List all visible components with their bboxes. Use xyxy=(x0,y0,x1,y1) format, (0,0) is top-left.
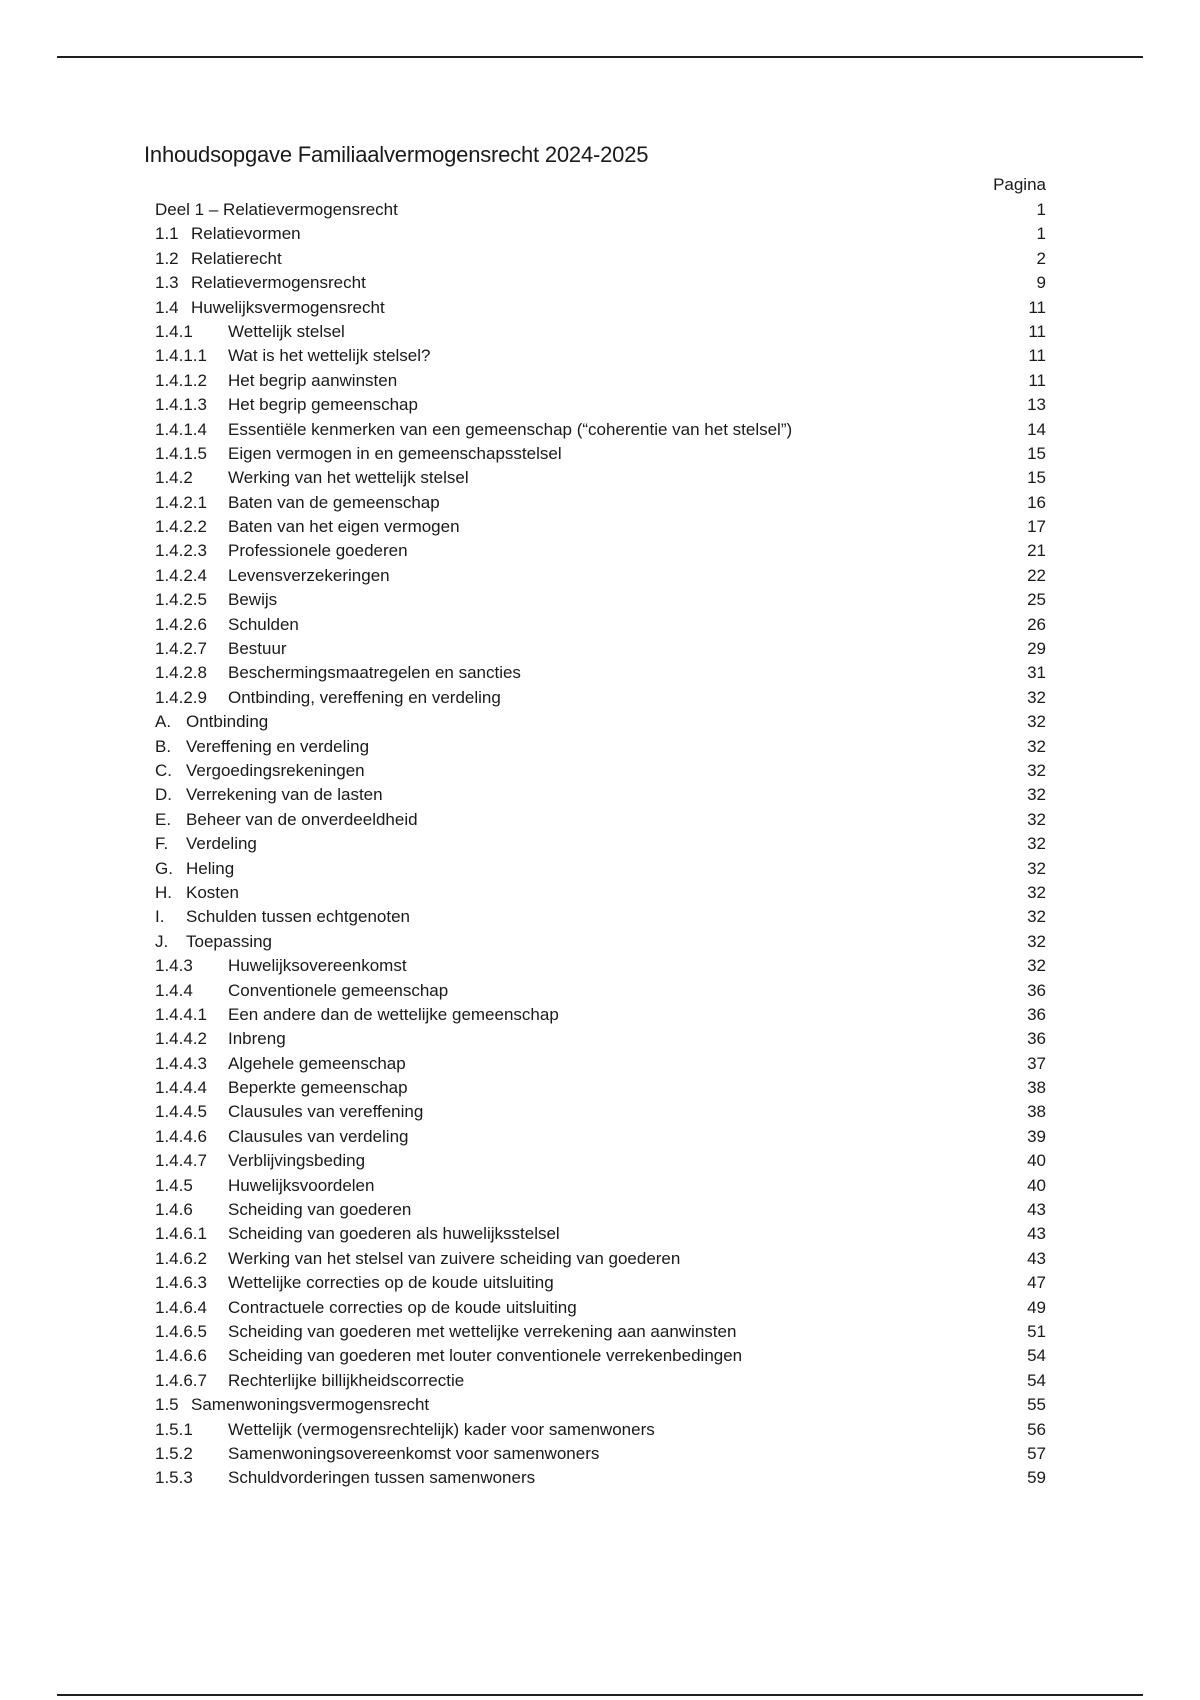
toc-entry xyxy=(155,1442,1046,1466)
toc-entry-number: 1.4.2.2 xyxy=(155,517,207,537)
toc-entry-title: Inbreng xyxy=(228,1029,286,1049)
toc-entry-title: Bestuur xyxy=(228,639,287,659)
toc-entry-title: Wat is het wettelijk stelsel? xyxy=(228,346,431,366)
toc-entry-title: Heling xyxy=(186,858,235,878)
toc-entry-page: 32 xyxy=(1027,785,1046,805)
toc-entry-title: Verblijvingsbeding xyxy=(228,1151,366,1171)
toc-entry-number: 1.4.3 xyxy=(155,956,193,976)
toc-entry-number: 1.4.6.4 xyxy=(155,1297,207,1317)
toc-entry-number: 1.4.6.3 xyxy=(155,1273,207,1293)
toc-entry-page: 47 xyxy=(1027,1273,1046,1293)
toc-entry xyxy=(155,1296,1046,1320)
toc-entry-page: 31 xyxy=(1027,663,1046,683)
toc-entry-title: Wettelijk stelsel xyxy=(228,321,345,341)
toc-entry-number: 1.4.2.7 xyxy=(155,639,207,659)
toc-entry-page: 32 xyxy=(1027,760,1046,780)
toc-entry xyxy=(155,247,1046,271)
toc-entry-page: 36 xyxy=(1027,1004,1046,1024)
header-rule xyxy=(57,56,1143,58)
toc-entry-page: 32 xyxy=(1027,736,1046,756)
toc-entry-page: 51 xyxy=(1027,1321,1046,1341)
toc-entry-number: G. xyxy=(155,858,173,878)
toc-entry xyxy=(155,369,1046,393)
toc-entry-page: 25 xyxy=(1027,590,1046,610)
toc-entry xyxy=(155,1466,1046,1490)
toc-entry-number: J. xyxy=(155,931,169,951)
toc-entry xyxy=(155,1247,1046,1271)
toc-entry xyxy=(155,1369,1046,1393)
toc-entry xyxy=(155,832,1046,856)
toc-entry xyxy=(155,686,1046,710)
toc-entry-page: 32 xyxy=(1027,931,1046,951)
toc-entry-number: I. xyxy=(155,907,165,927)
toc-entry-title: Clausules van vereffening xyxy=(228,1102,424,1122)
toc-entry-number: 1.4.6.6 xyxy=(155,1346,207,1366)
toc-entry-page: 32 xyxy=(1027,907,1046,927)
toc-entry-number: 1.4.4.5 xyxy=(155,1102,207,1122)
toc-entry-page: 54 xyxy=(1027,1370,1046,1390)
toc-entry-page: 9 xyxy=(1036,273,1046,293)
toc-entry-title: Schulden tussen echtgenoten xyxy=(186,907,411,927)
toc-entry-number: 1.2 xyxy=(155,248,179,268)
toc-entry xyxy=(155,1271,1046,1295)
toc-entry-page: 15 xyxy=(1027,443,1046,463)
toc-entry-title: Het begrip gemeenschap xyxy=(228,395,418,415)
toc-entry-page: 11 xyxy=(1028,370,1046,390)
toc-entry-number: 1.4.1.1 xyxy=(155,346,207,366)
toc-entry-page: 1 xyxy=(1036,224,1046,244)
toc-entry-page: 16 xyxy=(1027,492,1046,512)
toc-entry-page: 32 xyxy=(1027,712,1046,732)
page-title: Inhoudsopgave Familiaalvermogensrecht 2024-2025 xyxy=(144,142,649,167)
toc-entry-page: 43 xyxy=(1027,1248,1046,1268)
toc-entry-page: 43 xyxy=(1027,1224,1046,1244)
toc-entry xyxy=(155,271,1046,295)
toc-entry-page: 17 xyxy=(1027,517,1046,537)
toc-entry-title: Toepassing xyxy=(186,931,273,951)
toc-entry xyxy=(155,637,1046,661)
toc-entry-title: Wettelijk (vermogensrechtelijk) kader voor samenwoners xyxy=(228,1419,655,1439)
toc-entry-number: 1.4.4.1 xyxy=(155,1004,207,1024)
toc-entry-title: Wettelijke correcties op de koude uitsluiting xyxy=(228,1273,554,1293)
toc-entry-number: 1.4.2.3 xyxy=(155,541,207,561)
toc-entry-number: B. xyxy=(155,736,172,756)
toc-entry-number: 1.4.6.1 xyxy=(155,1224,207,1244)
toc-entry-page: 32 xyxy=(1027,882,1046,902)
toc-entry xyxy=(155,1027,1046,1051)
toc-entry xyxy=(155,320,1046,344)
toc-entry-title: Relatievormen xyxy=(191,224,301,244)
toc-entry-page: 32 xyxy=(1027,809,1046,829)
toc-entry-number: 1.4.6.5 xyxy=(155,1321,207,1341)
toc-entry-title: Verdeling xyxy=(186,834,257,854)
toc-entry-page: 36 xyxy=(1027,980,1046,1000)
toc-entry-page: 32 xyxy=(1027,687,1046,707)
toc-entry-title: Rechterlijke billijkheidscorrectie xyxy=(228,1370,465,1390)
toc-entry xyxy=(155,296,1046,320)
toc-entry xyxy=(155,735,1046,759)
toc-entry-title: Baten van het eigen vermogen xyxy=(228,517,460,537)
toc-entry-number: 1.5 xyxy=(155,1395,179,1415)
toc-entry xyxy=(155,857,1046,881)
toc-entry-page: 59 xyxy=(1027,1468,1046,1488)
toc-entry-number: 1.4.1 xyxy=(155,321,193,341)
toc-entry-title: Het begrip aanwinsten xyxy=(228,370,398,390)
toc-entry xyxy=(155,661,1046,685)
toc-entry-number: 1.4.2.5 xyxy=(155,590,207,610)
toc-entry-page: 55 xyxy=(1027,1395,1046,1415)
toc-entry-title: Een andere dan de wettelijke gemeenschap xyxy=(228,1004,559,1024)
toc-entry xyxy=(155,905,1046,929)
toc-entry-number: 1.4.2.4 xyxy=(155,565,207,585)
toc-entry-title: Baten van de gemeenschap xyxy=(228,492,440,512)
toc-entry xyxy=(155,466,1046,490)
toc-entry-title: Scheiding van goederen xyxy=(228,1200,412,1220)
toc-entry-number: 1.4.2.8 xyxy=(155,663,207,683)
toc-entry-page: 22 xyxy=(1027,565,1046,585)
toc-entry-number: 1.1 xyxy=(155,224,179,244)
toc-entry-page: 29 xyxy=(1027,639,1046,659)
toc-entry xyxy=(155,515,1046,539)
toc-entry xyxy=(155,1418,1046,1442)
footer-rule xyxy=(57,1694,1143,1696)
toc-entry xyxy=(155,442,1046,466)
toc-entry-title: Vergoedingsrekeningen xyxy=(186,760,365,780)
toc-entry-number: 1.4.6 xyxy=(155,1200,193,1220)
toc-entry-title: Schuldvorderingen tussen samenwoners xyxy=(228,1468,536,1488)
toc-entry-page: 56 xyxy=(1027,1419,1046,1439)
toc-entry-number: 1.5.1 xyxy=(155,1419,193,1439)
toc-entry-title: Werking van het stelsel van zuivere scheiding van goederen xyxy=(228,1248,681,1268)
toc-entry-title: Scheiding van goederen als huwelijksstelsel xyxy=(228,1224,560,1244)
toc-entry-title: Eigen vermogen in en gemeenschapsstelsel xyxy=(228,443,562,463)
toc-entry-number: C. xyxy=(155,760,172,780)
toc-entry xyxy=(155,198,1046,222)
toc-entry-number: 1.3 xyxy=(155,273,179,293)
toc-entry-page: 43 xyxy=(1027,1200,1046,1220)
toc-entry xyxy=(155,759,1046,783)
toc-entry xyxy=(155,418,1046,442)
toc-entry-number: 1.4.4.3 xyxy=(155,1053,207,1073)
toc-entry-title: Conventionele gemeenschap xyxy=(228,980,449,1000)
toc-entry-page: 49 xyxy=(1027,1297,1046,1317)
toc-entry-title: Scheiding van goederen met wettelijke verrekening aan aanwinsten xyxy=(228,1321,737,1341)
toc-entry-title: Professionele goederen xyxy=(228,541,408,561)
toc-entry-page: 11 xyxy=(1028,346,1046,366)
toc-entry-page: 32 xyxy=(1027,956,1046,976)
toc-entry-number: 1.4.5 xyxy=(155,1175,193,1195)
toc-entry-number: 1.4.6.2 xyxy=(155,1248,207,1268)
toc-entry-number: D. xyxy=(155,785,172,805)
toc-entry xyxy=(155,1076,1046,1100)
toc-entry-number: 1.4 xyxy=(155,297,179,317)
toc-entry xyxy=(155,1003,1046,1027)
toc-entry xyxy=(155,588,1046,612)
toc-entry-page: 40 xyxy=(1027,1151,1046,1171)
toc-entry-number: 1.4.4.4 xyxy=(155,1078,207,1098)
toc-entry-page: 57 xyxy=(1027,1443,1046,1463)
toc-entry-number: 1.4.4 xyxy=(155,980,193,1000)
toc-entry xyxy=(155,1149,1046,1173)
toc-entry-page: 38 xyxy=(1027,1078,1046,1098)
toc-entry xyxy=(155,1174,1046,1198)
toc-entry-number: 1.4.2.1 xyxy=(155,492,207,512)
toc-entry-number: 1.4.4.7 xyxy=(155,1151,207,1171)
toc-entry-page: 15 xyxy=(1027,468,1046,488)
toc-entry-title: Schulden xyxy=(228,614,299,634)
toc-entry-page: 14 xyxy=(1027,419,1046,439)
toc-entry-number: 1.4.1.5 xyxy=(155,443,207,463)
toc-entry-title: Clausules van verdeling xyxy=(228,1126,409,1146)
toc-entry xyxy=(155,808,1046,832)
toc-entry xyxy=(155,1320,1046,1344)
toc-entry xyxy=(155,1222,1046,1246)
toc-entry xyxy=(155,613,1046,637)
toc-entry xyxy=(155,1198,1046,1222)
toc-entry-number: 1.4.2.9 xyxy=(155,687,207,707)
toc-entry-number: 1.4.4.2 xyxy=(155,1029,207,1049)
toc-entry-title: Beschermingsmaatregelen en sancties xyxy=(228,663,521,683)
toc-entry-title: Werking van het wettelijk stelsel xyxy=(228,468,469,488)
toc-entry-title: Relatievermogensrecht xyxy=(191,273,366,293)
toc-entry-page: 21 xyxy=(1027,541,1046,561)
toc-entry-number: 1.4.2.6 xyxy=(155,614,207,634)
toc-entry xyxy=(155,954,1046,978)
toc-entry-title: Contractuele correcties op de koude uitsluiting xyxy=(228,1297,577,1317)
toc-entry-number: 1.4.1.3 xyxy=(155,395,207,415)
toc-entry xyxy=(155,1100,1046,1124)
toc-entry-title: Samenwoningsovereenkomst voor samenwoners xyxy=(228,1443,600,1463)
toc-entry-page: 37 xyxy=(1027,1053,1046,1073)
toc-entry-number: 1.4.4.6 xyxy=(155,1126,207,1146)
toc-entry-number: 1.4.1.4 xyxy=(155,419,207,439)
toc-entry xyxy=(155,344,1046,368)
toc-entry-title: Relatierecht xyxy=(191,248,282,268)
toc-entry-page: 13 xyxy=(1027,395,1046,415)
toc-entry-page: 11 xyxy=(1028,297,1046,317)
toc-entry-number: 1.4.1.2 xyxy=(155,370,207,390)
toc-entry xyxy=(155,1344,1046,1368)
toc-entry-page: 11 xyxy=(1028,321,1046,341)
toc-entry-number: H. xyxy=(155,882,172,902)
toc-entry-page: 26 xyxy=(1027,614,1046,634)
toc-entry-page: 32 xyxy=(1027,834,1046,854)
toc-entry-title: Bewijs xyxy=(228,590,278,610)
toc-entry-title: Beheer van de onverdeeldheid xyxy=(186,809,418,829)
toc-entry-number: 1.5.2 xyxy=(155,1443,193,1463)
toc-entry-title: Verrekening van de lasten xyxy=(186,785,383,805)
toc-entry-number: 1.5.3 xyxy=(155,1468,193,1488)
toc-entry xyxy=(155,710,1046,734)
toc-entry-title: Essentiële kenmerken van een gemeenschap (“coherentie van het stelsel”) xyxy=(228,419,793,439)
toc-entry-number: F. xyxy=(155,834,169,854)
toc-entry xyxy=(155,1393,1046,1417)
toc-entry-number: E. xyxy=(155,809,172,829)
toc-entry-title: Ontbinding xyxy=(186,712,269,732)
toc-entry-page: 32 xyxy=(1027,858,1046,878)
toc-entry-title: Algehele gemeenschap xyxy=(228,1053,406,1073)
toc-entry xyxy=(155,930,1046,954)
toc-entry-number: A. xyxy=(155,712,172,732)
toc-entry xyxy=(155,1052,1046,1076)
toc-entry-page: 40 xyxy=(1027,1175,1046,1195)
toc-entry-number: 1.4.6.7 xyxy=(155,1370,207,1390)
toc-entry-title: Beperkte gemeenschap xyxy=(228,1078,408,1098)
toc-entry xyxy=(155,1125,1046,1149)
toc-entry xyxy=(155,491,1046,515)
toc-entry-title: Huwelijksovereenkomst xyxy=(228,956,407,976)
toc-entry-page: 54 xyxy=(1027,1346,1046,1366)
toc-entry xyxy=(155,564,1046,588)
toc-entry xyxy=(155,783,1046,807)
toc-entry-page: 38 xyxy=(1027,1102,1046,1122)
toc-entry-title: Levensverzekeringen xyxy=(228,565,390,585)
toc-entry-title: Scheiding van goederen met louter conventionele verrekenbedingen xyxy=(228,1346,743,1366)
toc-entry-page: 2 xyxy=(1036,248,1046,268)
toc-entry-title: Ontbinding, vereffening en verdeling xyxy=(228,687,501,707)
toc-entry-number: 1.4.2 xyxy=(155,468,193,488)
toc-entry-title: Samenwoningsvermogensrecht xyxy=(191,1395,430,1415)
toc-entry-page: 36 xyxy=(1027,1029,1046,1049)
toc-entry xyxy=(155,979,1046,1003)
toc-entry xyxy=(155,539,1046,563)
toc-entry xyxy=(155,881,1046,905)
toc-entry xyxy=(155,393,1046,417)
page-column-header: Pagina xyxy=(993,175,1046,194)
toc-entry-title: Huwelijksvermogensrecht xyxy=(191,297,385,317)
toc-entry-page: 39 xyxy=(1027,1126,1046,1146)
table-of-contents xyxy=(155,198,1046,1491)
toc-entry-page: 1 xyxy=(1036,200,1046,219)
toc-entry-title: Kosten xyxy=(186,882,239,902)
toc-entry-title: Vereffening en verdeling xyxy=(186,736,370,756)
toc-entry xyxy=(155,222,1046,246)
toc-entry-title: Huwelijksvoordelen xyxy=(228,1175,375,1195)
toc-entry-title: Deel 1 – Relatievermogensrecht xyxy=(155,200,398,219)
